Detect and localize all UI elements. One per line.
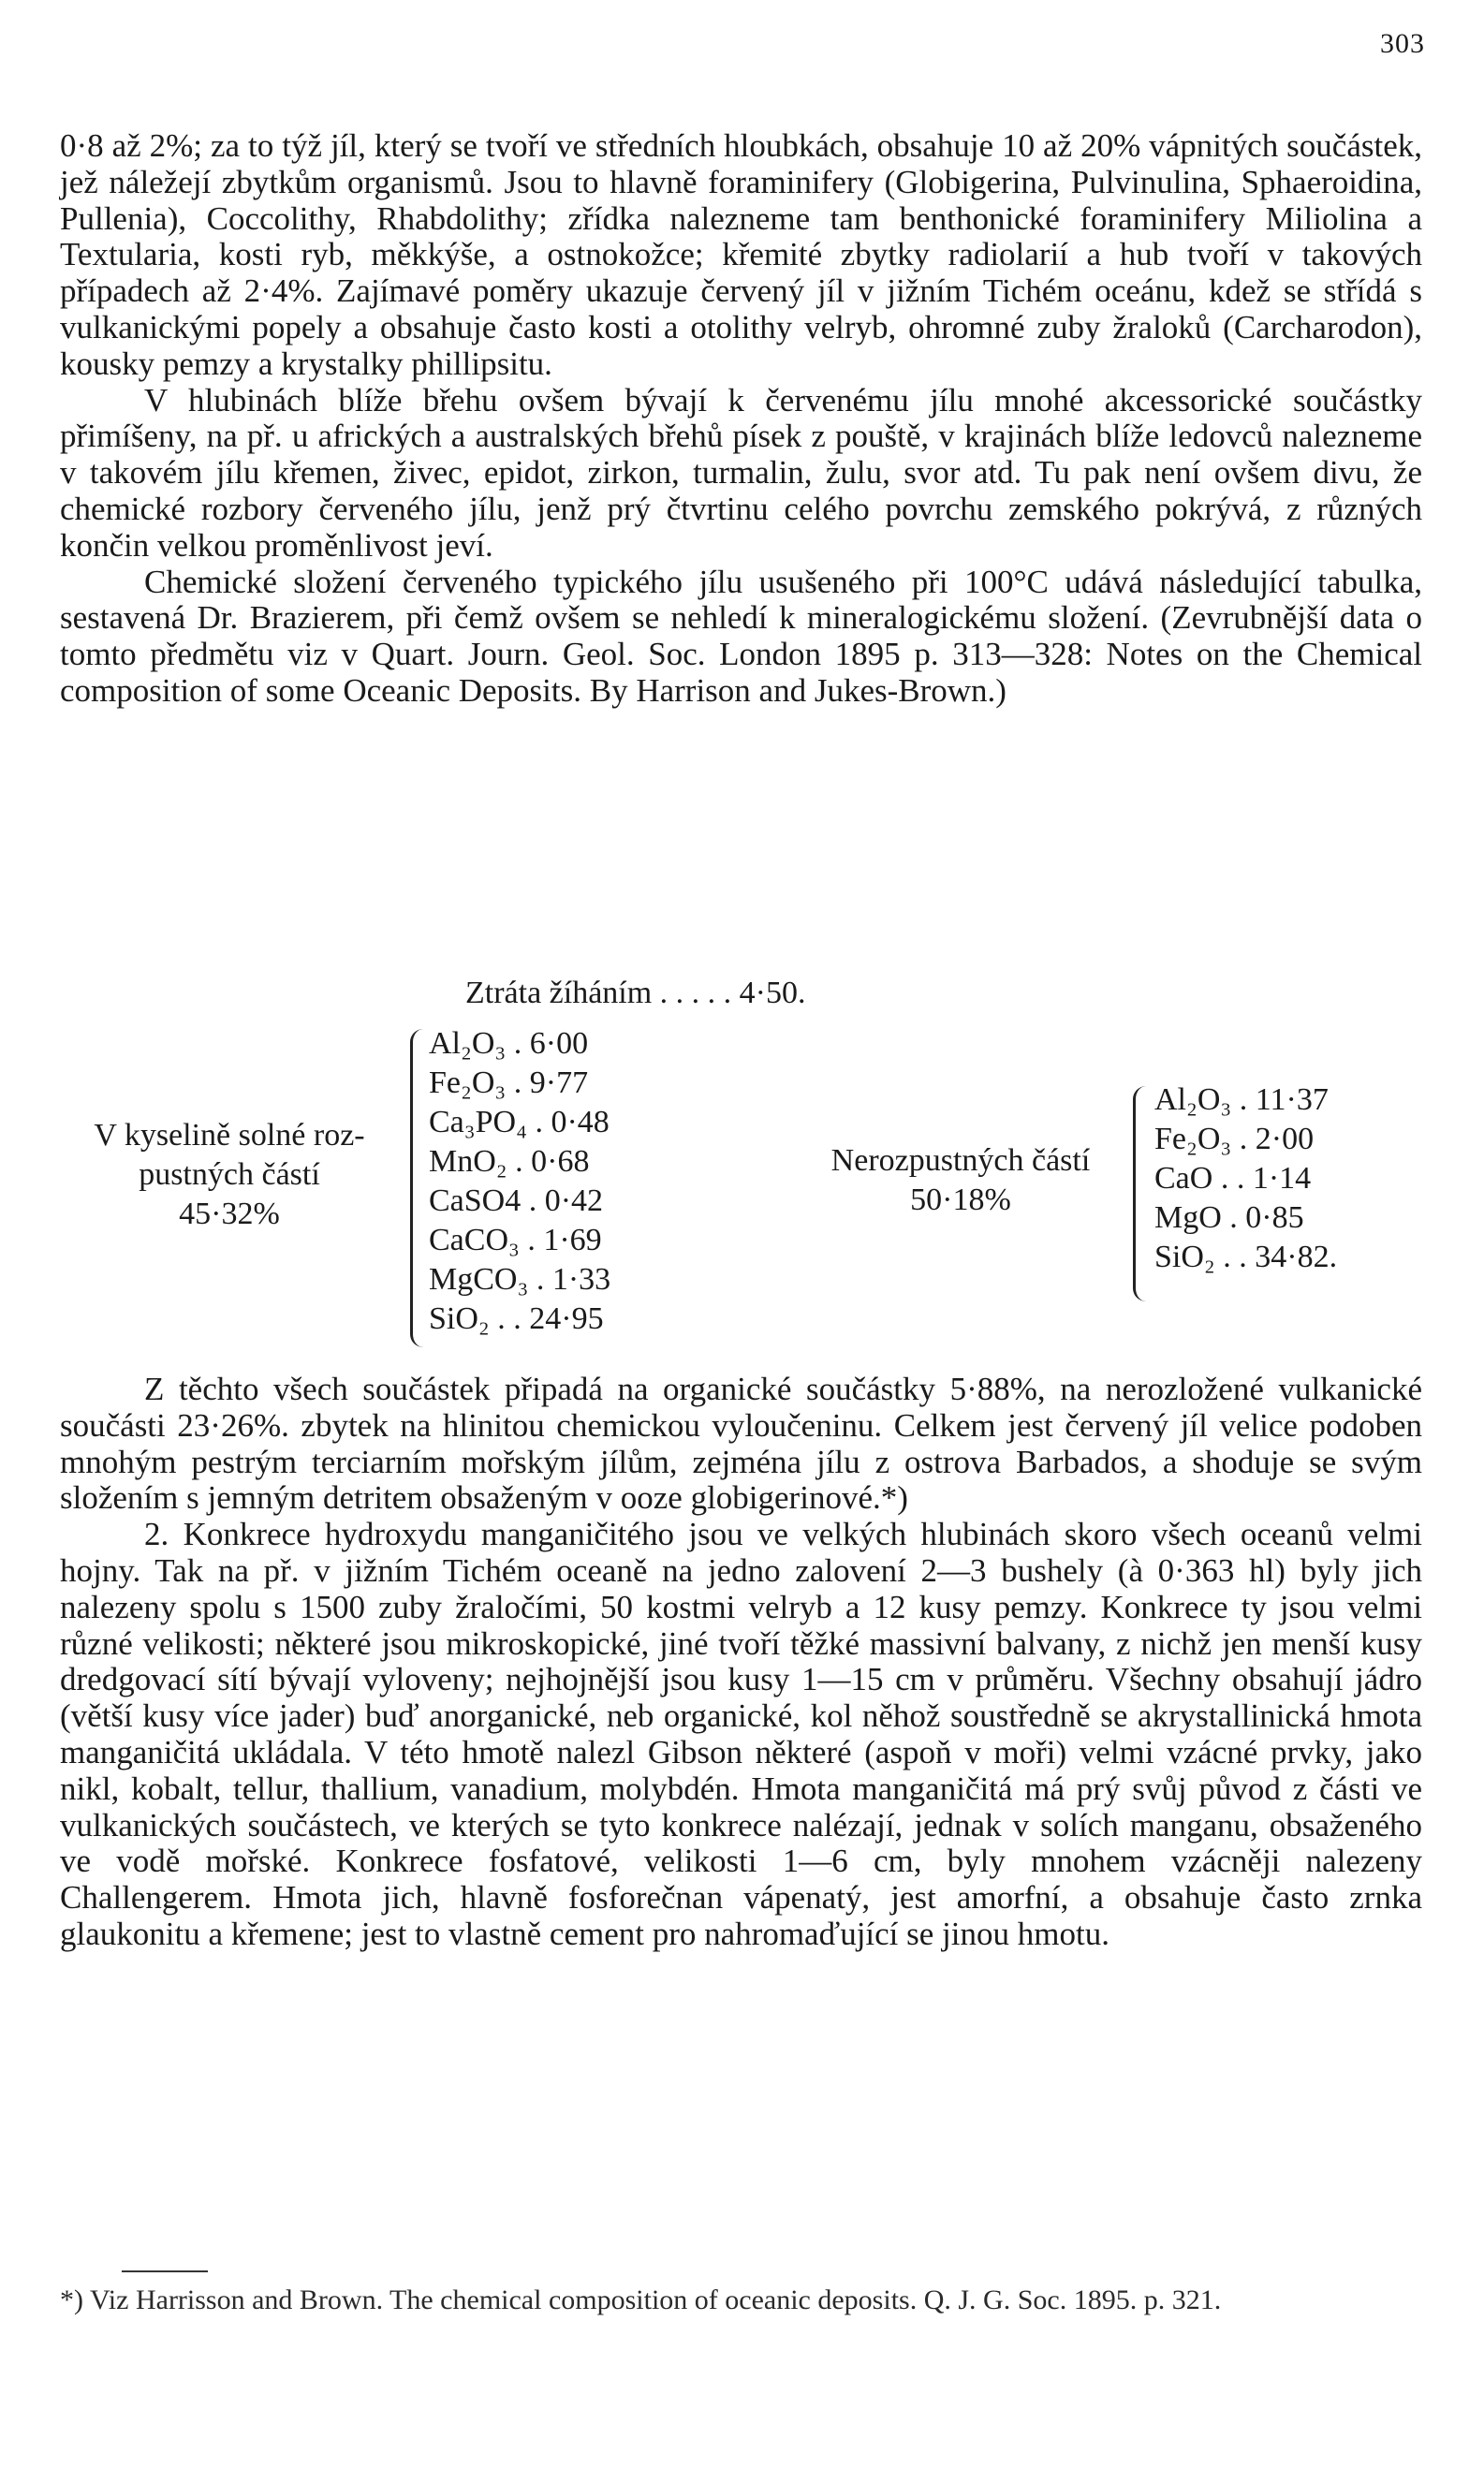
insoluble-row: Al₂O₃ . 11·37 xyxy=(1154,1082,1329,1117)
soluble-row: CaCO₃ . 1·69 xyxy=(429,1223,602,1257)
paragraph-3: Chemické složení červeného typického jílu usušeného při 100°C udává následující tabulka, sestavená Dr. Brazierem, při čemž ovšem se nehledí k mineralogickému složení. (Zevrubnější data o tomto předmětu viz v Quart. Journ. Geol. Soc. London 1895 p. 313—328: Notes on the Chemical composition of some Oceanic Deposits. By Harrison and Jukes-Brown.) xyxy=(60,563,1422,709)
soluble-row: MgCO₃ . 1·33 xyxy=(429,1262,611,1297)
footnote-rule xyxy=(122,2270,208,2272)
paragraph-5: 2. Konkrece hydroxydu manganičitého jsou ve velkých hlubinách skoro všech oceanů velmi hojny. Tak na př. v jižním Tichém oceaně na jedno zalovení 2—3 bushely (à 0·363 hl) byly jich nalezeny spolu s 1500 zuby žraločími, 50 kostmi velryb a 12 kusy pemzy. Konkrece ty jsou velmi různé velikosti; některé jsou mikroskopické, jiné tvoří těžké massivní balvany, z nichž jen menší kusy dredgovací sítí bývají vyloveny; nejhojnější jsou kusy 1—15 cm v průměru. Všechny obsahují jádro (větší kusy více jader) buď anorganické, neb organické, kol něhož soustředně se akrystallinická hmota manganičitá ukládala. V této hmotě nalezl Gibson některé (aspoň v moři) velmi vzácné prvky, jako nikl, kobalt, tellur, thallium, vanadium, molybdén. Hmota manganičitá má prý svůj původ z části ve vulkanických součástech, ve kterých se tyto konkrece nalézají, jednak v solích manganu, obsaženého ve vodě mořské. Konkrece fosfatové, velikosti 1—6 cm, byly mnohem vzácněji nalezeny Challengerem. Hmota jich, hlavně fosforečnan vápenatý, jest amorfní, a obsahuje často zrnka glaukonitu a křemene; jest to vlastně cement pro nahromaďující se jinou hmotu. xyxy=(60,1516,1422,1952)
insoluble-list xyxy=(1154,1080,1337,1277)
insoluble-row: SiO₂ . . 34·82. xyxy=(1154,1240,1338,1274)
soluble-row: Al₂O₃ . 6·00 xyxy=(429,1026,589,1061)
insoluble-label-line2: 50·18% xyxy=(910,1183,1011,1217)
soluble-list xyxy=(429,1024,610,1339)
insoluble-label-line1: Nerozpustných částí xyxy=(830,1143,1091,1178)
insoluble-row: CaO . . 1·14 xyxy=(1154,1161,1312,1196)
composition-table xyxy=(56,976,1423,1350)
soluble-label-line1: V kyselině solné roz- xyxy=(94,1118,365,1153)
insoluble-label xyxy=(786,1141,1135,1220)
soluble-brace xyxy=(410,1029,426,1347)
paragraph-1: 0·8 až 2%; za to týž jíl, který se tvoří ve středních hloubkách, obsahuje 10 až 20% vápnitých součástek, jež náležejí zbytkům organismů. Jsou to hlavně foraminifery (Globigerina, Pulvinulina, Sphaeroidina, Pullenia), Coccolithy, Rhabdolithy; zřídka nalezneme tam benthonické foraminifery Miliolina a Textularia, kosti ryb, měkkýše, a ostnokožce; křemité zbytky radiolarií a hub tvoří v takových případech až 2·4%. Zajímavé poměry ukazuje červený jíl v jižním Tichém oceánu, kdež se střídá s vulkanickými popely a obsahuje často kosti a otolithy velryb, ohromné zuby žraloků (Carcharodon), kousky pemzy a krystalky phillipsitu. xyxy=(60,127,1422,382)
soluble-row: MnO₂ . 0·68 xyxy=(429,1144,590,1179)
insoluble-row: MgO . 0·85 xyxy=(1154,1200,1304,1235)
text-block-bottom xyxy=(60,1372,1422,1953)
soluble-label-line2: pustných částí xyxy=(139,1157,320,1192)
insoluble-brace xyxy=(1133,1086,1149,1301)
soluble-row: Fe₂O₃ . 9·77 xyxy=(429,1065,589,1100)
soluble-row: Ca₃PO₄ . 0·48 xyxy=(429,1105,610,1139)
text-block-top xyxy=(60,128,1422,710)
footnote: *) Viz Harrisson and Brown. The chemical composition of oceanic deposits. Q. J. G. Soc. 1895. p. 321. xyxy=(60,2284,1222,2315)
page-number: 303 xyxy=(1380,28,1425,59)
insoluble-row: Fe₂O₃ . 2·00 xyxy=(1154,1122,1315,1156)
soluble-label xyxy=(56,1116,403,1234)
soluble-label-line3: 45·32% xyxy=(179,1197,280,1231)
soluble-row: CaSO4 . 0·42 xyxy=(429,1183,604,1218)
soluble-row: SiO₂ . . 24·95 xyxy=(429,1301,604,1336)
paragraph-2: V hlubinách blíže břehu ovšem bývají k červenému jílu mnohé akcessorické součástky přimíšeny, na př. u afrických a australských břehů písek z pouště, v krajinách blíže ledovců nalezneme v takovém jílu křemen, živec, epidot, zirkon, turmalin, žulu, svor atd. Tu pak není ovšem divu, že chemické rozbory červeného jílu, jenž prý čtvrtinu celého povrchu zemského pokrývá, z různých končin velkou proměnlivost jeví. xyxy=(60,381,1422,564)
loss-on-ignition: Ztráta žíháním . . . . . 4·50. xyxy=(465,976,806,1010)
paragraph-4: Z těchto všech součástek připadá na organické součástky 5·88%, na nerozložené vulkanické součásti 23·26%. zbytek na hlinitou chemickou vyloučeninu. Celkem jest červený jíl velice podoben mnohým pestrým terciarním mořským jílům, zejména jílu z ostrova Barbados, a shoduje se svým složením s jemným detritem obsaženým v ooze globigerinové.*) xyxy=(60,1371,1422,1517)
